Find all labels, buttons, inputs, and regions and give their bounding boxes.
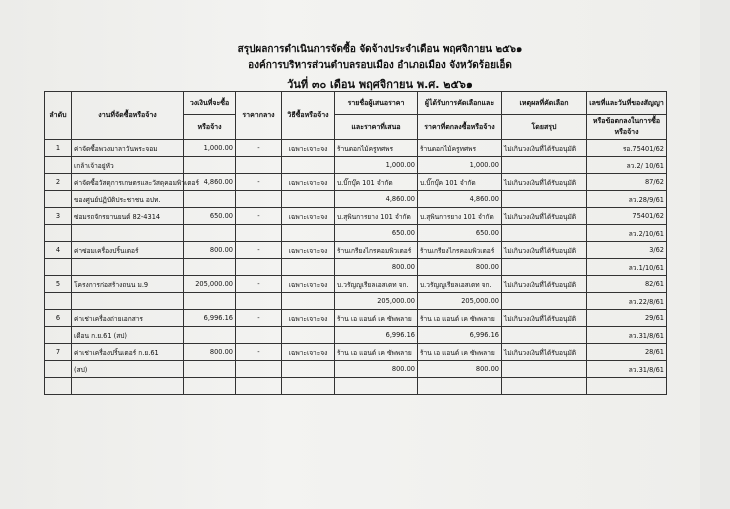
cell-contract: ลว.2/10/61: [587, 225, 667, 242]
cell-reason: ไม่เกินวงเงินที่ได้รับอนุมัติ: [502, 208, 587, 225]
cell-seq: [45, 157, 72, 174]
cell-budget: 205,000.00: [184, 276, 236, 293]
cell-seq: [45, 225, 72, 242]
table-row: [45, 208, 667, 225]
cell-median: [236, 157, 282, 174]
cell-seq: [45, 327, 72, 344]
cell-median: [236, 191, 282, 208]
cell-median: [236, 293, 282, 310]
cell-seq: 5: [45, 276, 72, 293]
cell-budget: [184, 327, 236, 344]
cell-winner: บ.สุพินการยาง 101 จำกัด: [418, 208, 502, 225]
cell-winner: 650.00: [418, 225, 502, 242]
cell-bidder: 4,860.00: [335, 191, 418, 208]
cell-contract: 3/62: [587, 242, 667, 259]
cell-median: [236, 378, 282, 395]
cell-median: -: [236, 276, 282, 293]
table-row: [45, 242, 667, 259]
table-row: [45, 225, 667, 242]
cell-method: [282, 327, 335, 344]
cell-budget: [184, 378, 236, 395]
header-contract-1: เลขที่และวันที่ของสัญญา: [587, 92, 667, 115]
cell-item: โครงการก่อสร้างถนน ม.9: [72, 276, 184, 293]
cell-item: [72, 293, 184, 310]
cell-item: [72, 259, 184, 276]
cell-method: เฉพาะเจาะจง: [282, 344, 335, 361]
table-row: [45, 276, 667, 293]
cell-seq: 1: [45, 140, 72, 157]
cell-budget: [184, 157, 236, 174]
cell-winner: ร้านดอกไม้ครูทศพร: [418, 140, 502, 157]
header-budget-1: วงเงินที่จะซื้อ: [184, 92, 236, 115]
table-header-row-1: [45, 92, 667, 115]
cell-method: เฉพาะเจาะจง: [282, 208, 335, 225]
cell-item: ค่าซ่อมเครื่องปริ้นเตอร์: [72, 242, 184, 259]
table-row: [45, 361, 667, 378]
cell-reason: ไม่เกินวงเงินที่ได้รับอนุมัติ: [502, 276, 587, 293]
cell-seq: 2: [45, 174, 72, 191]
cell-seq: 3: [45, 208, 72, 225]
cell-reason: [502, 378, 587, 395]
cell-budget: [184, 191, 236, 208]
cell-median: -: [236, 140, 282, 157]
cell-method: เฉพาะเจาะจง: [282, 310, 335, 327]
cell-bidder: 205,000.00: [335, 293, 418, 310]
table-body: [45, 140, 667, 395]
cell-item: ค่าเช่าเครื่องถ่ายเอกสาร: [72, 310, 184, 327]
header-winner-1: ผู้ได้รับการคัดเลือกและ: [418, 92, 502, 115]
table-row: [45, 174, 667, 191]
cell-contract: ลว.28/9/61: [587, 191, 667, 208]
cell-contract: ลว.22/8/61: [587, 293, 667, 310]
cell-budget: [184, 293, 236, 310]
cell-bidder: ร้าน เอ แอนด์ เค ซัพพลาย: [335, 310, 418, 327]
cell-median: -: [236, 174, 282, 191]
cell-item: ค่าจัดซื้อวัสดุการเกษตรและวัสดุคอมพิวเตอร์: [72, 174, 184, 191]
cell-item: ค่าจัดซื้อพวงมาลาวันพระจอม: [72, 140, 184, 157]
cell-budget: 650.00: [184, 208, 236, 225]
cell-bidder: 800.00: [335, 361, 418, 378]
header-contract-2b: หรือจ้าง: [614, 128, 639, 136]
cell-budget: 1,000.00: [184, 140, 236, 157]
cell-bidder: บ.บิ๊กบุ๊ค 101 จำกัด: [335, 174, 418, 191]
cell-reason: [502, 259, 587, 276]
table-row: [45, 259, 667, 276]
cell-reason: ไม่เกินวงเงินที่ได้รับอนุมัติ: [502, 242, 587, 259]
cell-method: [282, 378, 335, 395]
cell-winner: 205,000.00: [418, 293, 502, 310]
cell-bidder: บ.สุพินการยาง 101 จำกัด: [335, 208, 418, 225]
cell-winner: ร้าน เอ แอนด์ เค ซัพพลาย: [418, 310, 502, 327]
cell-contract: 75401/62: [587, 208, 667, 225]
cell-seq: [45, 191, 72, 208]
cell-contract: ลว.2/ 10/61: [587, 157, 667, 174]
cell-budget: 800.00: [184, 242, 236, 259]
cell-median: [236, 327, 282, 344]
cell-bidder: บ.วรัญญูเรียลเอสเตท จก.: [335, 276, 418, 293]
cell-reason: ไม่เกินวงเงินที่ได้รับอนุมัติ: [502, 344, 587, 361]
cell-reason: ไม่เกินวงเงินที่ได้รับอนุมัติ: [502, 310, 587, 327]
table-row: [45, 293, 667, 310]
header-winner-2: ราคาที่ตกลงซื้อหรือจ้าง: [418, 115, 502, 140]
cell-bidder: ร้านเกรียงไกรคอมพิวเตอร์: [335, 242, 418, 259]
cell-winner: 800.00: [418, 259, 502, 276]
cell-reason: ไม่เกินวงเงินที่ได้รับอนุมัติ: [502, 174, 587, 191]
cell-reason: [502, 293, 587, 310]
cell-seq: 4: [45, 242, 72, 259]
cell-budget: [184, 259, 236, 276]
header-bidders-2: และราคาที่เสนอ: [335, 115, 418, 140]
table-row: [45, 344, 667, 361]
cell-budget: [184, 225, 236, 242]
header-budget-2: หรือจ้าง: [184, 115, 236, 140]
cell-winner: 1,000.00: [418, 157, 502, 174]
cell-method: เฉพาะเจาะจง: [282, 174, 335, 191]
cell-seq: 6: [45, 310, 72, 327]
cell-winner: [418, 378, 502, 395]
cell-bidder: 650.00: [335, 225, 418, 242]
cell-method: เฉพาะเจาะจง: [282, 140, 335, 157]
cell-winner: บ.วรัญญูเรียลเอสเตท จก.: [418, 276, 502, 293]
header-reason-1: เหตุผลที่คัดเลือก: [502, 92, 587, 115]
cell-contract: ลว.31/8/61: [587, 361, 667, 378]
cell-winner: 800.00: [418, 361, 502, 378]
cell-median: -: [236, 310, 282, 327]
cell-item: เกล้าเจ้าอยู่หัว: [72, 157, 184, 174]
cell-item: ค่าเช่าเครื่องปริ้นเตอร์ ก.ย.61: [72, 344, 184, 361]
cell-method: [282, 361, 335, 378]
cell-contract: 82/61: [587, 276, 667, 293]
cell-bidder: ร้าน เอ แอนด์ เค ซัพพลาย: [335, 344, 418, 361]
table-row: [45, 157, 667, 174]
document-date-line: วันที่ ๓๐ เดือน พฤศจิกายน พ.ศ. ๒๕๖๑: [287, 78, 473, 91]
table-row: [45, 191, 667, 208]
cell-bidder: ร้านดอกไม้ครูทศพร: [335, 140, 418, 157]
cell-seq: [45, 259, 72, 276]
cell-contract: 87/62: [587, 174, 667, 191]
header-seq: ลำดับ: [45, 92, 72, 140]
header-median-price: ราคากลาง: [236, 92, 282, 140]
cell-method: [282, 191, 335, 208]
cell-bidder: 6,996.16: [335, 327, 418, 344]
cell-reason: [502, 157, 587, 174]
cell-method: [282, 293, 335, 310]
table-row: [45, 378, 667, 395]
cell-winner: ร้านเกรียงไกรคอมพิวเตอร์: [418, 242, 502, 259]
cell-reason: ไม่เกินวงเงินที่ได้รับอนุมัติ: [502, 140, 587, 157]
cell-bidder: 1,000.00: [335, 157, 418, 174]
cell-bidder: [335, 378, 418, 395]
cell-median: [236, 225, 282, 242]
cell-median: [236, 361, 282, 378]
cell-bidder: 800.00: [335, 259, 418, 276]
cell-contract: 29/61: [587, 310, 667, 327]
cell-contract: รอ.75401/62: [587, 140, 667, 157]
cell-contract: [587, 378, 667, 395]
cell-method: [282, 225, 335, 242]
header-contract-2: [587, 115, 667, 140]
cell-budget: 4,860.00: [184, 174, 236, 191]
cell-contract: 28/61: [587, 344, 667, 361]
cell-median: [236, 259, 282, 276]
header-item: งานที่จัดซื้อหรือจ้าง: [72, 92, 184, 140]
cell-budget: [184, 361, 236, 378]
cell-reason: [502, 361, 587, 378]
table-row: [45, 140, 667, 157]
cell-winner: บ.บิ๊กบุ๊ค 101 จำกัด: [418, 174, 502, 191]
table-row: [45, 327, 667, 344]
cell-method: [282, 157, 335, 174]
cell-winner: 6,996.16: [418, 327, 502, 344]
cell-seq: [45, 293, 72, 310]
cell-item: ซ่อมรถจักรยานยนต์ 82-4314: [72, 208, 184, 225]
cell-seq: [45, 378, 72, 395]
header-method: วิธีซื้อหรือจ้าง: [282, 92, 335, 140]
cell-seq: 7: [45, 344, 72, 361]
cell-budget: 6,996.16: [184, 310, 236, 327]
cell-item: เดือน ก.ย.61 (สป): [72, 327, 184, 344]
cell-median: -: [236, 344, 282, 361]
cell-item: (สป): [72, 361, 184, 378]
cell-winner: 4,860.00: [418, 191, 502, 208]
cell-seq: [45, 361, 72, 378]
cell-method: เฉพาะเจาะจง: [282, 276, 335, 293]
table-row: [45, 310, 667, 327]
cell-item: ของศูนย์ปฏิบัติประชาชน อปท.: [72, 191, 184, 208]
cell-item: [72, 378, 184, 395]
cell-reason: [502, 225, 587, 242]
header-bidders-1: รายชื่อผู้เสนอราคา: [335, 92, 418, 115]
cell-median: -: [236, 208, 282, 225]
cell-contract: ลว.1/10/61: [587, 259, 667, 276]
header-contract-2a: หรือข้อตกลงในการซื้อ: [592, 117, 661, 125]
cell-reason: [502, 327, 587, 344]
document-title-line-2: องค์การบริหารส่วนตำบลรอบเมือง อำเภอเมือง จังหวัดร้อยเอ็ด: [248, 60, 512, 71]
cell-median: -: [236, 242, 282, 259]
document-title-line-1: สรุปผลการดำเนินการจัดซื้อ จัดจ้างประจำเดือน พฤศจิกายน ๒๕๖๑: [237, 44, 523, 55]
cell-method: เฉพาะเจาะจง: [282, 242, 335, 259]
header-reason-2: โดยสรุป: [502, 115, 587, 140]
cell-reason: [502, 191, 587, 208]
cell-winner: ร้าน เอ แอนด์ เค ซัพพลาย: [418, 344, 502, 361]
cell-method: [282, 259, 335, 276]
cell-budget: 800.00: [184, 344, 236, 361]
cell-item: [72, 225, 184, 242]
cell-contract: ลว.31/8/61: [587, 327, 667, 344]
procurement-table: [44, 91, 667, 395]
